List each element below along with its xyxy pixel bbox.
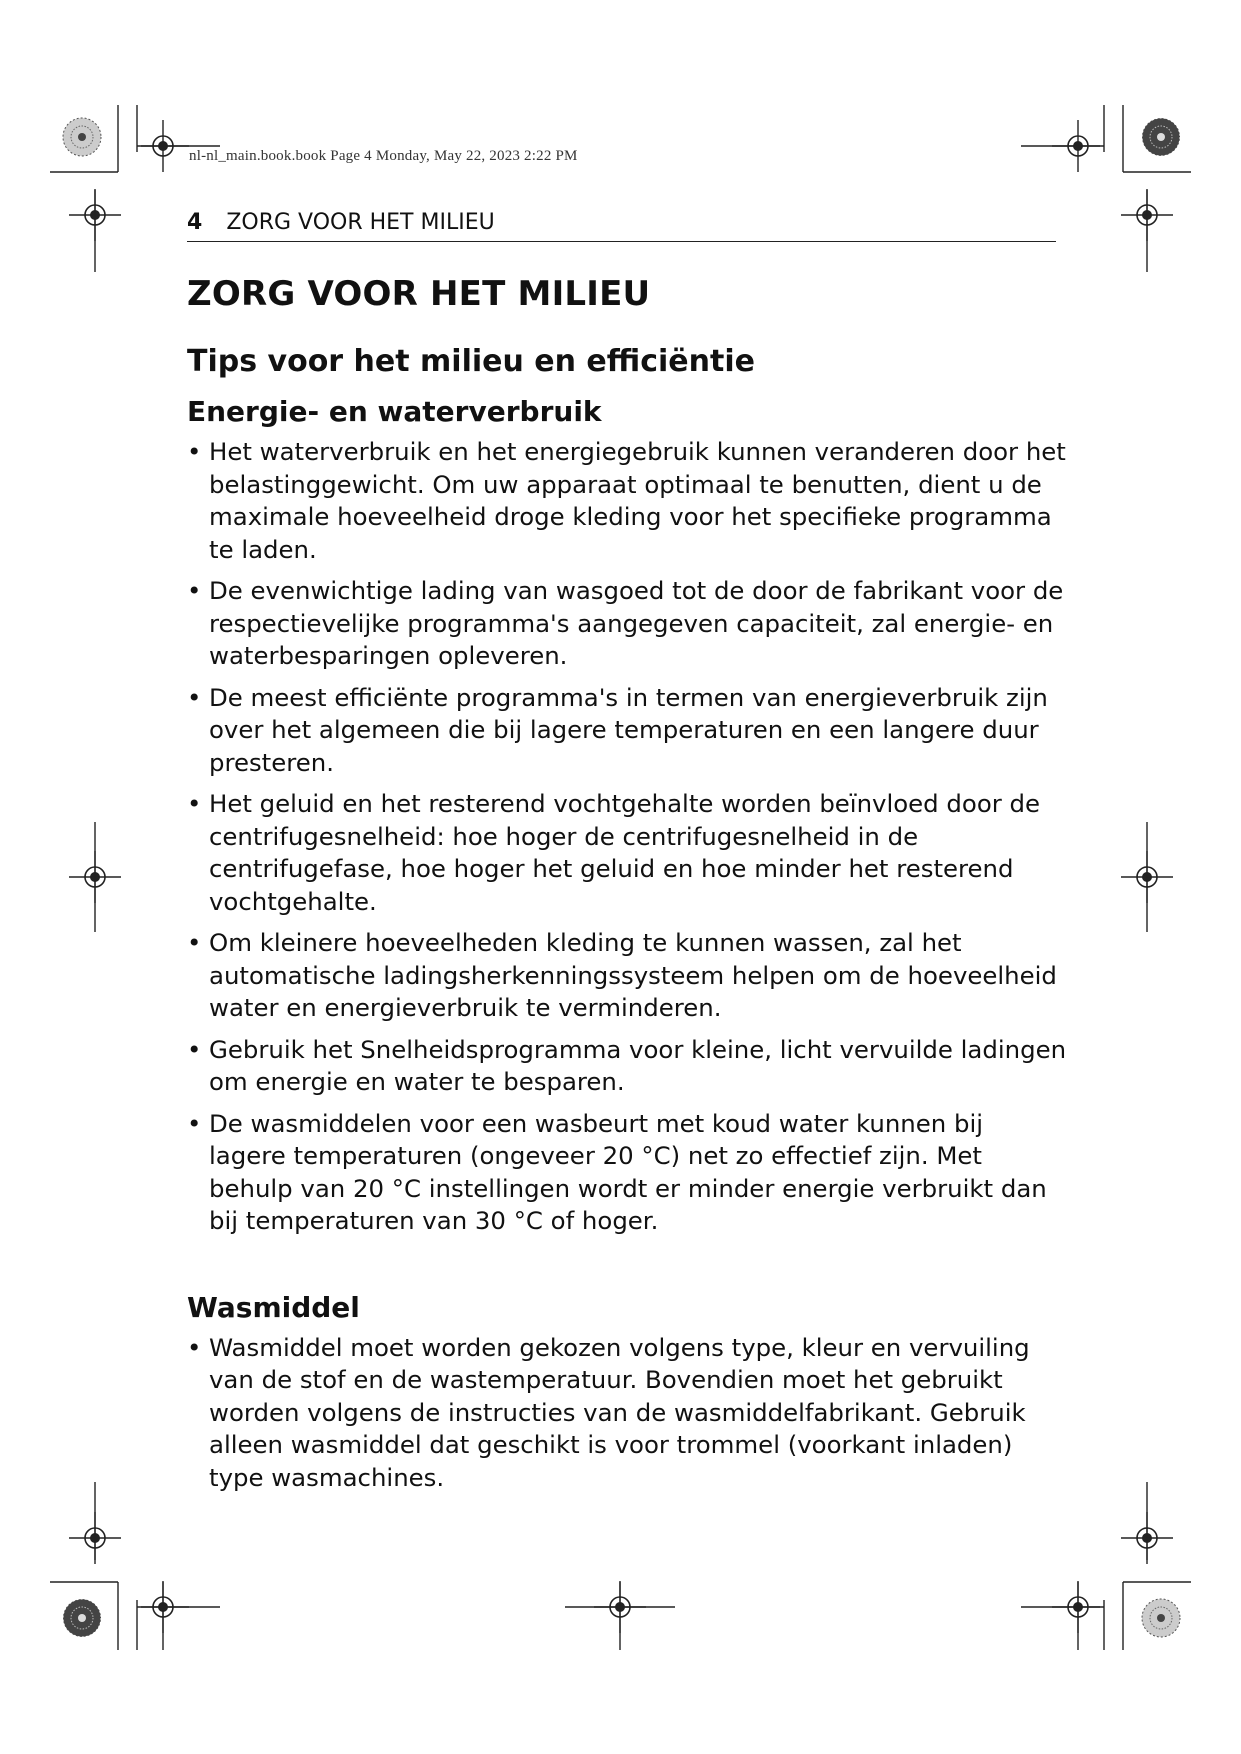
heading-energy-water: Energie- en waterverbruik [187, 395, 602, 428]
rosette-top-left [63, 118, 101, 156]
bullet-list-energy-water [187, 436, 1067, 1238]
section-subtitle: Tips voor het milieu en efficiëntie [187, 344, 755, 379]
running-header-title: ZORG VOOR HET MILIEU [226, 210, 495, 235]
heading-detergent: Wasmiddel [187, 1290, 360, 1324]
section-spacer [187, 1247, 1067, 1291]
page-number: 4 [187, 210, 203, 235]
page-content [187, 270, 1067, 1503]
running-header [187, 210, 1056, 242]
print-slug: nl-nl_main.book.book Page 4 Monday, May 22, 2023 2:22 PM [189, 148, 578, 164]
bullet-item: • Het geluid en het resterend vochtgehalte worden beïnvloed door de centrifugesnelheid: hoe hoger de centrifugesnelheid in de centrifugefase, hoe hoger het geluid en hoe minder het resterend vochtgehalte. [187, 788, 1067, 918]
rosette-bottom-left [63, 1599, 101, 1637]
bullet-item: • De meest efficiënte programma's in termen van energieverbruik zijn over het algemeen die bij lagere temperaturen en een langere duur presteren. [187, 682, 1067, 780]
bullet-item: • Om kleinere hoeveelheden kleding te kunnen wassen, zal het automatische ladingsherkenningssysteem helpen om de hoeveelheid water en energieverbruik te verminderen. [187, 927, 1067, 1025]
bullet-list-detergent [187, 1332, 1067, 1495]
page-title: ZORG VOOR HET MILIEU [187, 274, 651, 314]
rosette-bottom-right [1142, 1599, 1180, 1637]
bullet-item: • Gebruik het Snelheidsprogramma voor kleine, licht vervuilde ladingen om energie en water te besparen. [187, 1034, 1067, 1099]
bullet-item: • De evenwichtige lading van wasgoed tot de door de fabrikant voor de respectievelijke programma's aangegeven capaciteit, zal energie- en waterbesparingen opleveren. [187, 575, 1067, 673]
bullet-item: • Wasmiddel moet worden gekozen volgens type, kleur en vervuiling van de stof en de wastemperatuur. Bovendien moet het gebruikt worden volgens de instructies van de wasmiddelfabrikant. Gebruik alleen wasmiddel dat geschikt is voor trommel (voorkant inladen) type wasmachines. [187, 1332, 1067, 1495]
bullet-item: • De wasmiddelen voor een wasbeurt met koud water kunnen bij lagere temperaturen (ongeveer 20 °C) net zo effectief zijn. Met behulp van 20 °C instellingen wordt er minder energie verbruikt dan bij temperaturen van 30 °C of hoger. [187, 1108, 1067, 1238]
rosette-top-right [1142, 118, 1180, 156]
bullet-item: • Het waterverbruik en het energiegebruik kunnen veranderen door het belastinggewicht. Om uw apparaat optimaal te benutten, dient u de maximale hoeveelheid droge kleding voor het specifieke programma te laden. [187, 436, 1067, 566]
